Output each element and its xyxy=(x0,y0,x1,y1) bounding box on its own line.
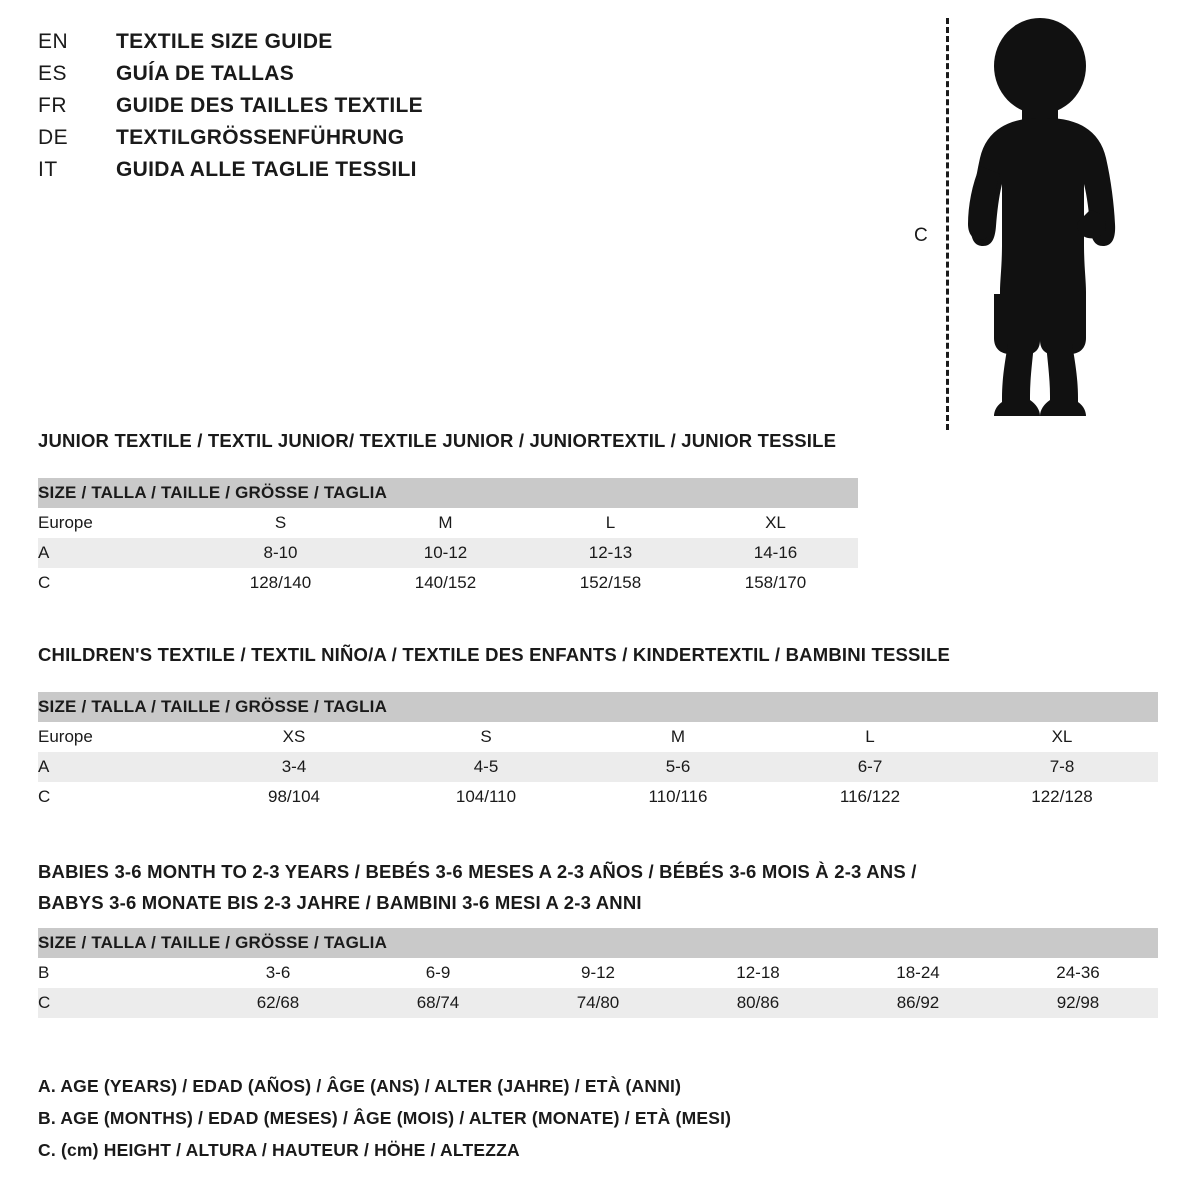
cell-value: 86/92 xyxy=(838,988,998,1018)
child-silhouette-icon xyxy=(940,14,1140,429)
cell-value: 5-6 xyxy=(582,752,774,782)
cell-value: 8-10 xyxy=(198,538,363,568)
cell-value: 10-12 xyxy=(363,538,528,568)
cell-value: 110/116 xyxy=(582,782,774,812)
cell-value: 3-4 xyxy=(198,752,390,782)
cell-value: 80/86 xyxy=(678,988,838,1018)
cell-value: L xyxy=(774,722,966,752)
table-row xyxy=(38,722,1158,752)
cell-value: 116/122 xyxy=(774,782,966,812)
cell-value: 140/152 xyxy=(363,568,528,598)
table-row xyxy=(38,958,1158,988)
cell-value: 68/74 xyxy=(358,988,518,1018)
language-code: ES xyxy=(38,62,68,85)
cell-value: 92/98 xyxy=(998,988,1158,1018)
language-row xyxy=(38,158,598,190)
table-row xyxy=(38,782,1158,812)
table-row xyxy=(38,988,1158,1018)
cell-value: 12-18 xyxy=(678,958,838,988)
cell-value: 62/68 xyxy=(198,988,358,1018)
cell-value: 3-6 xyxy=(198,958,358,988)
cell-value: XS xyxy=(198,722,390,752)
cell-value: 152/158 xyxy=(528,568,693,598)
table-row xyxy=(38,508,858,538)
cell-value: M xyxy=(582,722,774,752)
row-label: Europe xyxy=(38,722,198,752)
row-label: B xyxy=(38,958,198,988)
cell-value: 24-36 xyxy=(998,958,1158,988)
row-label: C xyxy=(38,988,198,1018)
cell-value: S xyxy=(390,722,582,752)
row-label: C xyxy=(38,568,198,598)
language-title: GUIDE DES TAILLES TEXTILE xyxy=(116,94,423,117)
section-title-babies-line2: BABYS 3-6 MONATE BIS 2-3 JAHRE / BAMBINI 3-6 MESI A 2-3 ANNI xyxy=(38,892,642,913)
height-marker-label: C xyxy=(914,225,928,246)
cell-value: 7-8 xyxy=(966,752,1158,782)
cell-value: XL xyxy=(966,722,1158,752)
cell-value: 98/104 xyxy=(198,782,390,812)
row-label: C xyxy=(38,782,198,812)
row-label: Europe xyxy=(38,508,198,538)
legend-line-a: A. AGE (YEARS) / EDAD (AÑOS) / ÂGE (ANS) / ALTER (JAHRE) / ETÀ (ANNI) xyxy=(38,1076,682,1096)
language-row xyxy=(38,62,598,94)
language-title: TEXTILE SIZE GUIDE xyxy=(116,30,333,53)
cell-value: 6-9 xyxy=(358,958,518,988)
section-title-babies-line1: BABIES 3-6 MONTH TO 2-3 YEARS / BEBÉS 3-6 MESES A 2-3 AÑOS / BÉBÉS 3-6 MOIS À 2-3 ANS / xyxy=(38,861,917,882)
cell-value: 9-12 xyxy=(518,958,678,988)
cell-value: 6-7 xyxy=(774,752,966,782)
cell-value: 104/110 xyxy=(390,782,582,812)
legend-line-b: B. AGE (MONTHS) / EDAD (MESES) / ÂGE (MOIS) / ALTER (MONATE) / ETÀ (MESI) xyxy=(38,1108,732,1128)
table-header-row xyxy=(38,692,1158,722)
cell-value: 158/170 xyxy=(693,568,858,598)
row-label: A xyxy=(38,752,198,782)
table-row xyxy=(38,568,858,598)
table-row xyxy=(38,752,1158,782)
table-row xyxy=(38,538,858,568)
language-code: DE xyxy=(38,126,69,149)
cell-value: S xyxy=(198,508,363,538)
section-title-children: CHILDREN'S TEXTILE / TEXTIL NIÑO/A / TEXTILE DES ENFANTS / KINDERTEXTIL / BAMBINI TESSILE xyxy=(38,644,950,665)
table-header-label: SIZE / TALLA / TAILLE / GRÖSSE / TAGLIA xyxy=(38,928,1158,958)
language-title: TEXTILGRÖSSENFÜHRUNG xyxy=(116,126,405,149)
language-title-block xyxy=(38,30,598,190)
table-header-row xyxy=(38,928,1158,958)
table-header-label: SIZE / TALLA / TAILLE / GRÖSSE / TAGLIA xyxy=(38,478,858,508)
language-title: GUÍA DE TALLAS xyxy=(116,62,295,85)
language-code: FR xyxy=(38,94,67,117)
section-title-babies xyxy=(38,856,917,918)
row-label: A xyxy=(38,538,198,568)
language-row xyxy=(38,126,598,158)
legend-line-c: C. (cm) HEIGHT / ALTURA / HAUTEUR / HÖHE / ALTEZZA xyxy=(38,1140,520,1160)
language-code: IT xyxy=(38,158,58,181)
language-row xyxy=(38,30,598,62)
cell-value: M xyxy=(363,508,528,538)
table-header-row xyxy=(38,478,858,508)
cell-value: 18-24 xyxy=(838,958,998,988)
cell-value: 14-16 xyxy=(693,538,858,568)
cell-value: 12-13 xyxy=(528,538,693,568)
table-junior xyxy=(38,478,858,598)
language-code: EN xyxy=(38,30,69,53)
cell-value: L xyxy=(528,508,693,538)
language-title: GUIDA ALLE TAGLIE TESSILI xyxy=(116,158,417,181)
cell-value: 128/140 xyxy=(198,568,363,598)
legend-block xyxy=(38,1070,731,1166)
cell-value: 74/80 xyxy=(518,988,678,1018)
cell-value: 4-5 xyxy=(390,752,582,782)
cell-value: XL xyxy=(693,508,858,538)
cell-value: 122/128 xyxy=(966,782,1158,812)
language-row xyxy=(38,94,598,126)
section-title-junior: JUNIOR TEXTILE / TEXTIL JUNIOR/ TEXTILE JUNIOR / JUNIORTEXTIL / JUNIOR TESSILE xyxy=(38,430,837,451)
figure-area xyxy=(900,10,1180,430)
table-children xyxy=(38,692,1158,812)
table-header-label: SIZE / TALLA / TAILLE / GRÖSSE / TAGLIA xyxy=(38,692,1158,722)
table-babies xyxy=(38,928,1158,1018)
